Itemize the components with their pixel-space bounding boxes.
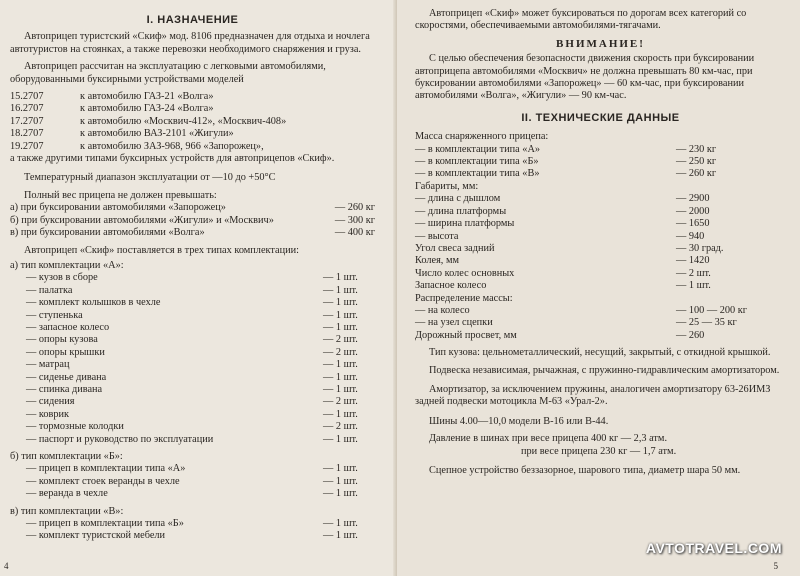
spec-row: Масса снаряженного прицепа: (415, 131, 549, 143)
list-item: — палатка — 1 шт. (26, 284, 358, 296)
weight-row: б) при буксировании автомобилями «Жигули» и «Москвич» — 300 кг (10, 214, 375, 226)
warning-paragraph: С целью обеспечения безопасности движения скорость при буксировании автоприцепа автомобилями «Москвич» не должна превышать 80 км-час, при буксировании автомобилями «Запорожец» — 60 км-час, при буксировании автомобилями «Волга», «Жигули» — 90 км-час. (415, 53, 755, 102)
suspension-paragraph: Подвеска независимая, рычажная, с пружинно-гидравлическим амортизатором. (429, 364, 780, 376)
tire-pressure-line-1: Давление в шинах при весе прицепа 400 кг — 2,3 атм. (429, 433, 668, 445)
list-item: — сидения — 2 шт. (26, 396, 358, 408)
weight-row: а) при буксировании автомобилями «Запорожец» — 260 кг (10, 202, 375, 214)
list-item: — прицеп в комплектации типа «А» — 1 шт. (26, 463, 358, 475)
list-item: — комплект колышков в чехле — 1 шт. (26, 297, 358, 309)
towing-paragraph: Автоприцеп «Скиф» может буксироваться по дорогам всех категорий со скоростями, обеспечиваемыми автомобилями-тягачами. (415, 8, 747, 32)
type-v-heading: в) тип комплектации «В»: (10, 505, 124, 517)
spec-row: — в комплектации типа «Б» — 250 кг (415, 156, 717, 168)
spec-row: Распределение массы: (415, 292, 513, 304)
spec-row: — на колесо — 100 — 200 кг (415, 304, 748, 316)
spec-row: Число колес основных — 2 шт. (415, 267, 711, 279)
right-page (397, 0, 800, 576)
weight-row: в) при буксировании автомобилями «Волга» — 400 кг (10, 227, 375, 239)
list-item: — комплект стоек веранды в чехле — 1 шт. (26, 475, 358, 487)
specs-list (415, 131, 786, 342)
spec-row: Запасное колесо — 1 шт. (415, 280, 711, 292)
section-title-specs: II. ТЕХНИЧЕСКИЕ ДАННЫЕ (521, 111, 680, 124)
list-item: — кузов в сборе — 1 шт. (26, 272, 358, 284)
spec-row: — в комплектации типа «А» — 230 кг (415, 143, 717, 155)
temperature-range: Температурный диапазон эксплуатации от —10 до +50°C (24, 172, 276, 184)
shock-absorber-paragraph: Амортизатор, за исключением пружины, аналогичен амортизатору 63-26ИМЗ задней подвески мотоцикла М-63 «Урал-2». (415, 383, 771, 408)
list-item: — сиденье дивана — 1 шт. (26, 371, 358, 383)
list-item: — опоры кузова — 2 шт. (26, 334, 358, 346)
left-page (0, 0, 397, 576)
designed-for-paragraph: Автоприцеп рассчитан на эксплуатацию с легковыми автомобилями, оборудованными буксирными устройствами моделей (10, 61, 326, 85)
list-item: — спинка дивана — 1 шт. (26, 383, 358, 395)
watermark-text: AVTOTRAVEL.COM (645, 539, 782, 556)
tire-pressure-line-2: при весе прицепа 230 кг — 1,7 атм. (521, 445, 677, 457)
list-item: — прицеп в комплектации типа «Б» — 1 шт. (26, 518, 358, 530)
list-item: — опоры крышки — 2 шт. (26, 346, 358, 358)
spec-row: — длина платформы — 2000 (415, 205, 710, 217)
model-row: 15.2707 к автомобилю ГАЗ-21 «Волга» (10, 91, 214, 103)
model-row: 19.2707 к автомобилю ЗАЗ-968, 966 «Запорожец», (10, 140, 264, 152)
list-item: — тормозные колодки — 2 шт. (26, 421, 358, 433)
spec-row: — высота — 940 (415, 230, 705, 242)
model-row: 17.2707 к автомобилю «Москвич-412», «Москвич-408» (10, 115, 287, 127)
spec-row: Угол свеса задний — 30 град. (415, 242, 724, 254)
list-item: — матрац — 1 шт. (26, 359, 358, 371)
list-item: — ступенька — 1 шт. (26, 309, 358, 321)
type-b-heading: б) тип комплектации «Б»: (10, 451, 123, 462)
model-row: 16.2707 к автомобилю ГАЗ-24 «Волга» (10, 103, 214, 115)
spec-row: Габариты, мм: (415, 180, 479, 192)
list-item: — комплект туристской мебели — 1 шт. (26, 530, 358, 542)
body-type-paragraph: Тип кузова: цельнометаллический, несущий, закрытый, с откидной крышкой. (429, 347, 771, 359)
coupling-paragraph: Сцепное устройство беззазорное, шарового типа, диаметр шара 50 мм. (429, 465, 741, 476)
spec-row: — ширина платформы — 1650 (415, 218, 710, 230)
list-item: — коврик — 1 шт. (26, 408, 358, 420)
list-item: — веранда в чехле — 1 шт. (26, 488, 358, 500)
intro-paragraph: Автоприцеп туристский «Скиф» мод. 8106 предназначен для отдыха и ночлега автотуристов на стоянках, а также перевозки необходимого снаряжения и груза. (10, 31, 370, 55)
spec-row: — длина с дышлом — 2900 (415, 193, 710, 205)
page-number-right: 5 (773, 560, 778, 571)
spec-row: — на узел сцепки — 25 — 35 кг (415, 317, 737, 329)
type-a-heading: а) тип комплектации «А»: (10, 259, 124, 271)
list-item: — запасное колесо — 1 шт. (26, 321, 358, 333)
other-devices: а также другими типами буксирных устройств для автоприцепов «Скиф». (10, 153, 335, 165)
warning-title: ВНИМАНИЕ! (556, 37, 645, 50)
model-row: 18.2707 к автомобилю ВАЗ-2101 «Жигули» (10, 128, 234, 140)
section-title-purpose: I. НАЗНАЧЕНИЕ (146, 14, 239, 26)
type-v-list (10, 518, 375, 543)
page-number-left: 4 (4, 560, 9, 571)
spec-row: Колея, мм — 1420 (415, 255, 710, 267)
model-list (10, 91, 375, 153)
list-item: — паспорт и руководство по эксплуатации — 1 шт. (26, 433, 358, 445)
type-a-list (10, 272, 375, 446)
spec-row: Дорожный просвет, мм — 260 (415, 329, 705, 341)
weight-intro: Полный вес прицепа не должен превышать: (24, 189, 217, 201)
tires-paragraph: Шины 4.00—10,0 модели В-16 или В-44. (429, 415, 609, 427)
type-b-list (10, 463, 375, 500)
spec-row: — в комплектации типа «В» — 260 кг (415, 168, 717, 180)
types-intro: Автоприцеп «Скиф» поставляется в трех типах комплектации: (24, 244, 299, 256)
